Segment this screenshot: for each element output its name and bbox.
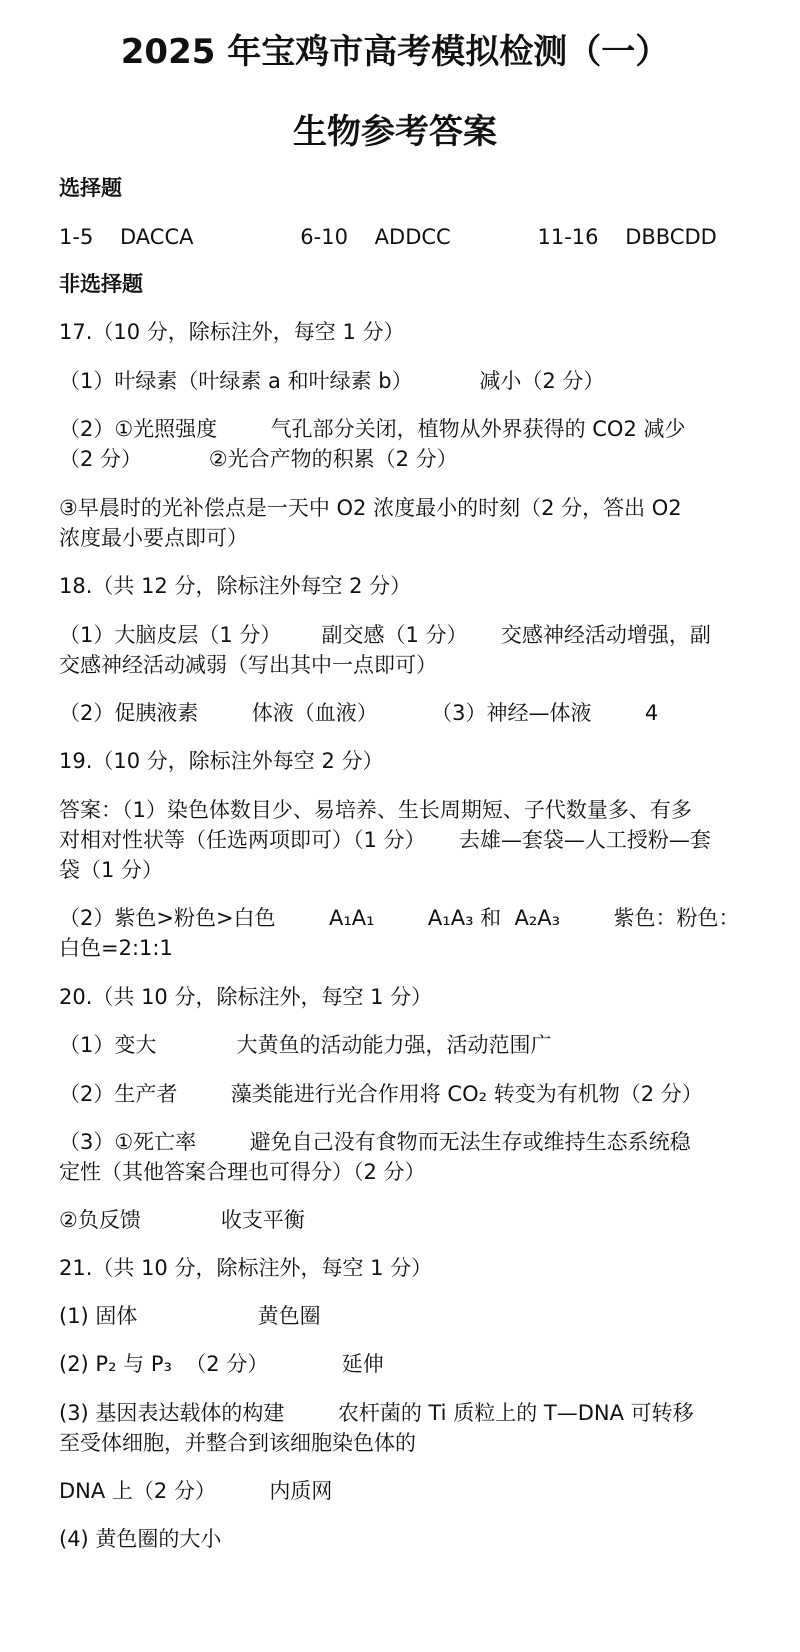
section-heading-nonchoice: 非选择题 bbox=[59, 272, 143, 296]
q19-answer-line: 答案：（1）染色体数目少、易培养、生长周期短、子代数量多、有多 bbox=[59, 798, 692, 822]
q21-heading: 21.（共 10 分，除标注外，每空 1 分） bbox=[59, 1256, 433, 1280]
q21-answer-line: 至受体细胞，并整合到该细胞染色体的 bbox=[59, 1431, 416, 1455]
q17-answer-line: （1）叶绿素（叶绿素 a 和叶绿素 b） 减小（2 分） bbox=[59, 369, 605, 393]
q21-answer-line: (2) P₂ 与 P₃ （2 分） 延伸 bbox=[59, 1352, 384, 1376]
q18-answer-line: 交感神经活动减弱（写出其中一点即可） bbox=[59, 653, 437, 677]
q17-heading: 17.（10 分，除标注外，每空 1 分） bbox=[59, 320, 405, 344]
q20-heading: 20.（共 10 分，除标注外，每空 1 分） bbox=[59, 985, 433, 1009]
q17-answer-line: （2）①光照强度 气孔部分关闭，植物从外界获得的 CO2 减少 bbox=[59, 417, 686, 441]
q19-answer-line: 对相对性状等（任选两项即可）（1 分） 去雄—套袋—人工授粉—套 bbox=[59, 828, 711, 852]
q21-answer-line: (3) 基因表达载体的构建 农杆菌的 Ti 质粒上的 T—DNA 可转移 bbox=[59, 1401, 694, 1425]
q20-answer-line: （3）①死亡率 避免自己没有食物而无法生存或维持生态系统稳 bbox=[59, 1130, 691, 1154]
q18-answer-line: （2）促胰液素 体液（血液） （3）神经—体液 4 bbox=[59, 701, 659, 725]
q20-answer-line: ②负反馈 收支平衡 bbox=[59, 1208, 305, 1232]
page-title: 2025 年宝鸡市高考模拟检测（一） bbox=[120, 32, 670, 72]
q19-answer-line: 白色=2:1:1 bbox=[59, 936, 173, 960]
q21-answer-line: DNA 上（2 分） 内质网 bbox=[59, 1479, 333, 1503]
section-heading-choice: 选择题 bbox=[59, 176, 122, 200]
q18-heading: 18.（共 12 分，除标注外每空 2 分） bbox=[59, 574, 412, 598]
q19-answer-line: 袋（1 分） bbox=[59, 858, 164, 882]
q18-answer-line: （1）大脑皮层（1 分） 副交感（1 分） 交感神经活动增强，副 bbox=[59, 623, 711, 647]
q17-answer-line: （2 分） ②光合产物的积累（2 分） bbox=[59, 447, 458, 471]
page-subtitle: 生物参考答案 bbox=[293, 112, 497, 152]
q21-answer-line: (4) 黄色圈的大小 bbox=[59, 1527, 222, 1551]
choice-answers-line: 1-5 DACCA 6-10 ADDCC 11-16 DBBCDD bbox=[59, 225, 717, 249]
q20-answer-line: （2）生产者 藻类能进行光合作用将 CO₂ 转变为有机物（2 分） bbox=[59, 1082, 703, 1106]
q17-answer-line: 浓度最小要点即可） bbox=[59, 526, 248, 550]
q20-answer-line: 定性（其他答案合理也可得分）（2 分） bbox=[59, 1160, 426, 1184]
q19-heading: 19.（10 分，除标注外每空 2 分） bbox=[59, 749, 384, 773]
q17-answer-line: ③早晨时的光补偿点是一天中 O2 浓度最小的时刻（2 分，答出 O2 bbox=[59, 496, 682, 520]
q20-answer-line: （1）变大 大黄鱼的活动能力强，活动范围广 bbox=[59, 1033, 552, 1057]
q21-answer-line: (1) 固体 黄色圈 bbox=[59, 1304, 321, 1328]
q19-answer-line: （2）紫色>粉色>白色 A₁A₁ A₁A₃ 和 A₂A₃ 紫色：粉色： bbox=[59, 906, 740, 930]
